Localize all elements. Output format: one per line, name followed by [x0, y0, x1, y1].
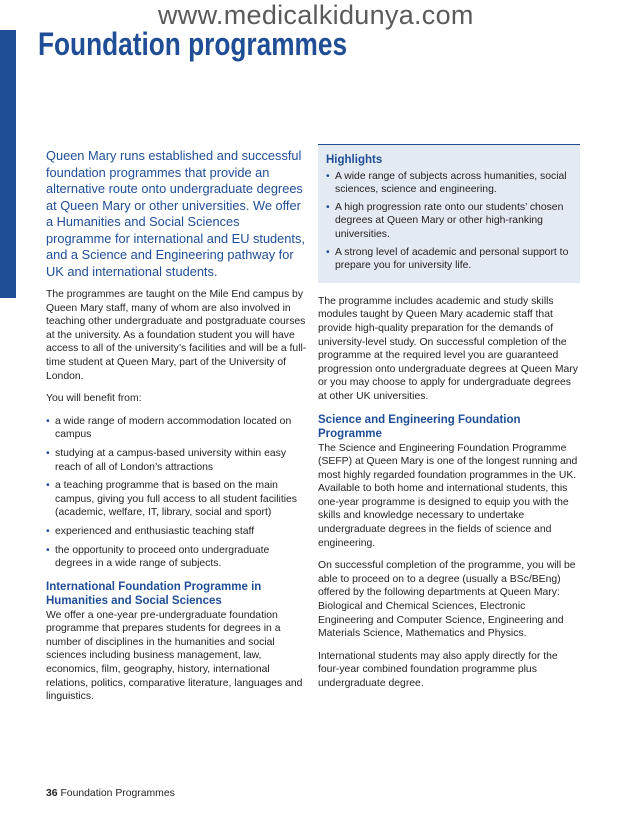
list-item: • the opportunity to proceed onto undergraduate degrees in a wide range of subjects.	[46, 544, 270, 570]
bullet-icon: •	[326, 170, 330, 182]
campus-paragraph: The programmes are taught on the Mile End campus by Queen Mary staff, many of whom are also involved in teaching other undergraduate and postgraduate courses at the university. As a foundation student you will have access to all of the university’s facilities and will be a full-time student at Queen Mary, part of the University of London.	[46, 289, 307, 382]
list-item: • A high progression rate onto our students’ chosen degrees at Queen Mary or other high-ranking universities.	[326, 201, 564, 240]
programme-paragraph: The programme includes academic and study skills modules taught by Queen Mary academic staff that provide high-quality preparation for the demands of university-level study. On successful completion of the programme at the required level you are guaranteed progression onto undergraduate degrees at Queen Mary or you may choose to apply for undergraduate degrees at other UK universities.	[318, 295, 578, 402]
side-accent-bar	[0, 30, 16, 298]
list-item: • a teaching programme that is based on the main campus, giving you full access to all student facilities (academic, welfare, IT, library, social and sport)	[46, 480, 297, 519]
highlights-title: Highlights	[326, 154, 383, 166]
page-footer	[46, 788, 175, 799]
highlights-list	[326, 170, 572, 273]
list-item: • a wide range of modern accommodation located on campus	[46, 415, 292, 441]
progression-paragraph: On successful completion of the programme, you will be able to proceed on to a degree (usually a BSc/BEng) offered by the following departments at Queen Mary: Biological and Chemical Sciences, Electronic Engineering and Computer Science, Engineering and Materials Science, Mathematics and Physics.	[318, 560, 576, 640]
bullet-icon: •	[326, 246, 330, 258]
right-column	[318, 144, 580, 700]
left-column	[46, 148, 308, 713]
page-number: 36	[46, 788, 58, 799]
list-item: • A wide range of subjects across humanities, social sciences, science and engineering.	[326, 170, 567, 196]
direct-apply-paragraph: International students may also apply directly for the four-year combined foundation programme plus undergraduate degree.	[318, 650, 558, 689]
sefp-text: The Science and Engineering Foundation Programme (SEFP) at Queen Mary is one of the longest running and most highly regarded foundation programmes in the UK. Available to both home and international students, this one-year programme is designed to equip you with the skills and knowledge necessary to undertake undergraduate degrees in the fields of science and engineering.	[318, 442, 578, 549]
ifp-heading: International Foundation Programme in Humanities and Social Sciences	[46, 580, 262, 607]
bullet-icon: •	[326, 201, 330, 213]
bullet-icon: •	[46, 480, 50, 492]
benefits-list	[46, 415, 308, 571]
list-item: • experienced and enthusiastic teaching staff	[46, 525, 255, 537]
list-item: • studying at a campus-based university within easy reach of all of London’s attractions	[46, 447, 287, 473]
bullet-icon: •	[46, 415, 50, 427]
page-title: Foundation programmes	[38, 26, 348, 62]
intro-paragraph: Queen Mary runs established and successful foundation programmes that provide an alternative route onto undergraduate degrees at Queen Mary or other universities. We offer a Humanities and Social Sciences programme for international and EU students, and a Science and Engineering pathway for UK and international students.	[46, 148, 305, 279]
ifp-text: We offer a one-year pre-undergraduate foundation programme that prepares students for degrees in a number of disciplines in the humanities and social sciences including business management, law, economics, film, geography, history, international relations, politics, comparative literature, languages and linguistics.	[46, 609, 303, 703]
bullet-icon: •	[46, 447, 50, 459]
footer-section: Foundation Programmes	[60, 788, 175, 799]
list-item: • A strong level of academic and personal support to prepare you for university life.	[326, 246, 569, 272]
sefp-heading: Science and Engineering Foundation Programme	[318, 413, 521, 440]
benefit-intro: You will benefit from:	[46, 393, 142, 405]
bullet-icon: •	[46, 525, 50, 537]
bullet-icon: •	[46, 544, 50, 556]
highlights-box	[318, 144, 580, 283]
watermark: www.medicalkidunya.com	[158, 0, 474, 30]
